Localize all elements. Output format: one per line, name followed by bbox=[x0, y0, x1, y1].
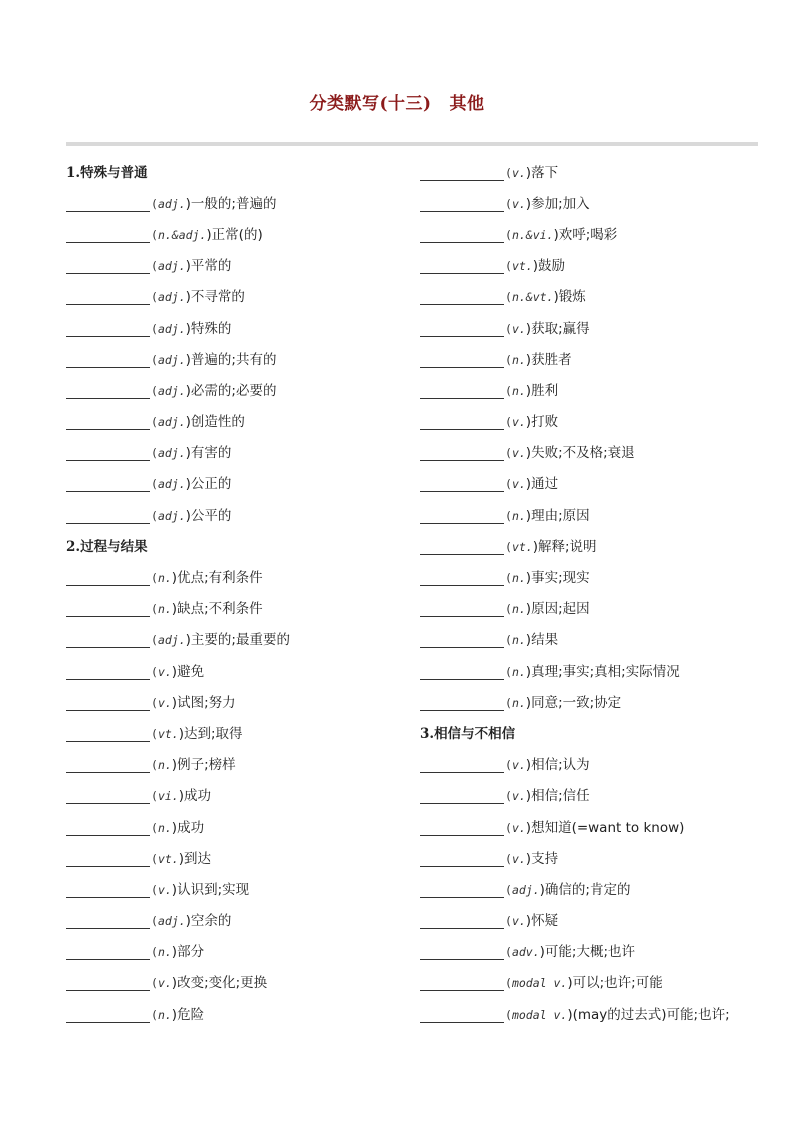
vocab-item bbox=[420, 344, 760, 375]
answer-blank[interactable] bbox=[420, 383, 504, 399]
vocab-item bbox=[420, 812, 760, 843]
part-of-speech: (v. bbox=[505, 851, 526, 866]
meaning-text: )优点;有利条件 bbox=[171, 570, 263, 587]
part-of-speech-label: n. bbox=[511, 383, 526, 398]
part-of-speech-label: v. bbox=[511, 165, 526, 180]
part-of-speech: (adj. bbox=[151, 914, 186, 929]
meaning-text: )成功 bbox=[178, 788, 211, 805]
answer-blank[interactable] bbox=[420, 664, 504, 680]
part-of-speech: (v. bbox=[505, 914, 526, 929]
section-heading-text: 1.特殊与普通 bbox=[66, 164, 148, 181]
answer-blank[interactable] bbox=[420, 1007, 504, 1023]
meaning-text: )可能;大概;也许 bbox=[539, 944, 636, 961]
part-of-speech: (v. bbox=[505, 196, 526, 211]
part-of-speech-label: n. bbox=[511, 664, 526, 679]
part-of-speech-label: adj. bbox=[157, 259, 186, 274]
answer-blank[interactable] bbox=[420, 414, 504, 430]
answer-blank[interactable] bbox=[66, 414, 150, 430]
answer-blank[interactable] bbox=[420, 944, 504, 960]
meaning-text: )落下 bbox=[525, 164, 559, 181]
meaning-text: )缺点;不利条件 bbox=[171, 601, 263, 618]
part-of-speech-label: vt. bbox=[157, 851, 179, 866]
vocab-item bbox=[420, 219, 760, 250]
vocab-item bbox=[420, 157, 760, 188]
part-of-speech: (v. bbox=[505, 758, 526, 773]
vocab-item bbox=[66, 562, 406, 593]
left-column bbox=[66, 157, 406, 1030]
part-of-speech-label: adj. bbox=[157, 633, 186, 648]
part-of-speech: (adv. bbox=[505, 945, 540, 960]
part-of-speech: (n. bbox=[505, 633, 526, 648]
vocab-item bbox=[66, 687, 406, 718]
answer-blank[interactable] bbox=[420, 913, 504, 929]
part-of-speech: (adj. bbox=[151, 477, 186, 492]
meaning-text: )同意;一致;协定 bbox=[525, 694, 622, 711]
answer-blank[interactable] bbox=[420, 476, 504, 492]
part-of-speech: (adj. bbox=[151, 321, 186, 336]
meaning-text: )通过 bbox=[525, 476, 559, 493]
part-of-speech: (adj. bbox=[151, 415, 186, 430]
answer-blank[interactable] bbox=[66, 851, 150, 867]
part-of-speech: (n. bbox=[505, 602, 526, 617]
part-of-speech-label: v. bbox=[511, 446, 526, 461]
vocab-item bbox=[66, 594, 406, 625]
meaning-text: )欢呼;喝彩 bbox=[553, 226, 618, 243]
part-of-speech-label: n. bbox=[157, 571, 172, 586]
meaning-text: )获取;赢得 bbox=[525, 320, 590, 337]
section-heading bbox=[66, 157, 406, 188]
answer-blank[interactable] bbox=[420, 695, 504, 711]
part-of-speech: (n. bbox=[505, 383, 526, 398]
meaning-text: )有害的 bbox=[185, 445, 232, 462]
part-of-speech: (n. bbox=[505, 571, 526, 586]
part-of-speech: (adj. bbox=[151, 446, 186, 461]
answer-blank[interactable] bbox=[66, 975, 150, 991]
meaning-text: )相信;信任 bbox=[525, 788, 590, 805]
part-of-speech-label: vt. bbox=[511, 259, 533, 274]
part-of-speech-label: v. bbox=[157, 664, 172, 679]
vocab-item bbox=[420, 438, 760, 469]
vocab-item bbox=[420, 750, 760, 781]
part-of-speech-label: vt. bbox=[157, 726, 179, 741]
part-of-speech: (adj. bbox=[151, 290, 186, 305]
vocab-item bbox=[420, 407, 760, 438]
part-of-speech-label: n. bbox=[511, 695, 526, 710]
answer-blank[interactable] bbox=[66, 695, 150, 711]
vocab-item bbox=[420, 843, 760, 874]
meaning-text: )正常(的) bbox=[206, 226, 263, 243]
vocab-item bbox=[420, 656, 760, 687]
answer-blank[interactable] bbox=[420, 289, 504, 305]
title-main: 分类默写(十三) bbox=[309, 94, 432, 114]
answer-blank[interactable] bbox=[66, 632, 150, 648]
answer-blank[interactable] bbox=[66, 352, 150, 368]
vocab-item bbox=[66, 500, 406, 531]
meaning-text: )想知道(=want to know) bbox=[525, 819, 685, 836]
vocab-item bbox=[66, 251, 406, 282]
part-of-speech: (v. bbox=[505, 477, 526, 492]
meaning-text: )认识到;实现 bbox=[171, 881, 250, 898]
part-of-speech: (adj. bbox=[151, 196, 186, 211]
vocab-item bbox=[66, 874, 406, 905]
vocab-item bbox=[420, 469, 760, 500]
part-of-speech: (n. bbox=[151, 820, 172, 835]
part-of-speech-label: v. bbox=[511, 415, 526, 430]
part-of-speech-label: v. bbox=[157, 976, 172, 991]
vocab-item bbox=[420, 562, 760, 593]
answer-blank[interactable] bbox=[66, 664, 150, 680]
vocab-item bbox=[66, 937, 406, 968]
section-heading-text: 2.过程与结果 bbox=[66, 538, 148, 555]
answer-blank[interactable] bbox=[66, 476, 150, 492]
answer-blank[interactable] bbox=[66, 321, 150, 337]
answer-blank[interactable] bbox=[420, 882, 504, 898]
answer-blank[interactable] bbox=[66, 570, 150, 586]
vocab-item bbox=[420, 188, 760, 219]
vocab-item bbox=[420, 687, 760, 718]
meaning-text: )必需的;必要的 bbox=[185, 382, 277, 399]
meaning-text: )结果 bbox=[525, 632, 559, 649]
part-of-speech: (v. bbox=[505, 446, 526, 461]
part-of-speech-label: v. bbox=[157, 695, 172, 710]
vocab-item bbox=[66, 344, 406, 375]
part-of-speech: (v. bbox=[151, 882, 172, 897]
part-of-speech: (adj. bbox=[151, 383, 186, 398]
part-of-speech-label: v. bbox=[511, 477, 526, 492]
meaning-text: )公正的 bbox=[185, 476, 232, 493]
part-of-speech-label: n. bbox=[157, 1007, 172, 1022]
vocab-item bbox=[420, 999, 760, 1030]
part-of-speech-label: adj. bbox=[157, 508, 186, 523]
meaning-text: )创造性的 bbox=[185, 414, 245, 431]
part-of-speech-label: vi. bbox=[157, 789, 179, 804]
answer-blank[interactable] bbox=[66, 913, 150, 929]
part-of-speech-label: n. bbox=[511, 352, 526, 367]
vocab-item bbox=[66, 407, 406, 438]
part-of-speech-label: v. bbox=[511, 851, 526, 866]
part-of-speech-label: v. bbox=[511, 789, 526, 804]
meaning-text: )获胜者 bbox=[525, 351, 572, 368]
answer-blank[interactable] bbox=[420, 820, 504, 836]
part-of-speech: (vt. bbox=[151, 726, 179, 741]
meaning-text: )支持 bbox=[525, 850, 559, 867]
vocab-item bbox=[66, 469, 406, 500]
meaning-text: )相信;认为 bbox=[525, 757, 590, 774]
part-of-speech-label: n.&vi. bbox=[511, 227, 554, 242]
answer-blank[interactable] bbox=[66, 757, 150, 773]
meaning-text: )确信的;肯定的 bbox=[539, 881, 631, 898]
part-of-speech: (v. bbox=[505, 321, 526, 336]
part-of-speech-label: adj. bbox=[157, 446, 186, 461]
part-of-speech: (adj. bbox=[151, 352, 186, 367]
answer-blank[interactable] bbox=[66, 445, 150, 461]
answer-blank[interactable] bbox=[420, 196, 504, 212]
meaning-text: )到达 bbox=[178, 850, 211, 867]
answer-blank[interactable] bbox=[66, 289, 150, 305]
part-of-speech-label: n. bbox=[157, 602, 172, 617]
vocab-item bbox=[66, 718, 406, 749]
page-title bbox=[0, 89, 794, 114]
answer-blank[interactable] bbox=[66, 508, 150, 524]
answer-blank[interactable] bbox=[66, 601, 150, 617]
answer-blank[interactable] bbox=[66, 383, 150, 399]
vocab-item bbox=[420, 594, 760, 625]
vocab-item bbox=[66, 812, 406, 843]
part-of-speech-label: adv. bbox=[511, 945, 540, 960]
meaning-text: )胜利 bbox=[525, 382, 559, 399]
answer-blank[interactable] bbox=[420, 258, 504, 274]
part-of-speech: (n. bbox=[151, 945, 172, 960]
part-of-speech: (v. bbox=[505, 789, 526, 804]
part-of-speech-label: v. bbox=[157, 882, 172, 897]
meaning-text: )(may的过去式)可能;也许; bbox=[567, 1006, 730, 1023]
vocab-item bbox=[420, 968, 760, 999]
meaning-text: )怀疑 bbox=[525, 913, 559, 930]
answer-blank[interactable] bbox=[420, 757, 504, 773]
vocab-item bbox=[420, 313, 760, 344]
part-of-speech: (v. bbox=[151, 976, 172, 991]
answer-blank[interactable] bbox=[66, 820, 150, 836]
part-of-speech: (n. bbox=[505, 508, 526, 523]
vocab-item bbox=[420, 781, 760, 812]
part-of-speech-label: n. bbox=[157, 758, 172, 773]
answer-blank[interactable] bbox=[420, 851, 504, 867]
meaning-text: )打败 bbox=[525, 414, 559, 431]
vocab-item bbox=[420, 500, 760, 531]
answer-blank[interactable] bbox=[420, 570, 504, 586]
part-of-speech-label: v. bbox=[511, 914, 526, 929]
part-of-speech-label: n. bbox=[511, 602, 526, 617]
meaning-text: )原因;起因 bbox=[525, 601, 590, 618]
vocab-item bbox=[66, 625, 406, 656]
meaning-text: )普遍的;共有的 bbox=[185, 351, 277, 368]
meaning-text: )部分 bbox=[171, 944, 205, 961]
vocab-item bbox=[66, 438, 406, 469]
part-of-speech: (n. bbox=[151, 602, 172, 617]
vocab-item bbox=[66, 906, 406, 937]
header-divider bbox=[66, 142, 758, 146]
vocab-item bbox=[66, 188, 406, 219]
part-of-speech-label: modal v. bbox=[511, 976, 568, 991]
part-of-speech: (adj. bbox=[151, 259, 186, 274]
part-of-speech-label: adj. bbox=[157, 383, 186, 398]
vocab-item bbox=[66, 219, 406, 250]
vocab-item bbox=[420, 874, 760, 905]
meaning-text: )成功 bbox=[171, 819, 205, 836]
part-of-speech: (n.&vi. bbox=[505, 227, 554, 242]
part-of-speech-label: n. bbox=[511, 633, 526, 648]
vocab-item bbox=[420, 531, 760, 562]
part-of-speech: (n. bbox=[151, 571, 172, 586]
vocab-item bbox=[66, 313, 406, 344]
part-of-speech-label: v. bbox=[511, 758, 526, 773]
meaning-text: )可以;也许;可能 bbox=[567, 975, 663, 992]
vocab-item bbox=[66, 750, 406, 781]
meaning-text: )改变;变化;更换 bbox=[171, 975, 268, 992]
part-of-speech: (vt. bbox=[505, 259, 533, 274]
part-of-speech: (n. bbox=[505, 664, 526, 679]
meaning-text: )公平的 bbox=[185, 507, 232, 524]
part-of-speech-label: adj. bbox=[157, 290, 186, 305]
part-of-speech-label: adj. bbox=[157, 321, 186, 336]
vocab-item bbox=[420, 251, 760, 282]
meaning-text: )解释;说明 bbox=[532, 538, 597, 555]
meaning-text: )达到;取得 bbox=[178, 725, 243, 742]
part-of-speech-label: n. bbox=[157, 945, 172, 960]
part-of-speech-label: adj. bbox=[157, 196, 186, 211]
part-of-speech: (adj. bbox=[151, 633, 186, 648]
part-of-speech: (vi. bbox=[151, 789, 179, 804]
meaning-text: )试图;努力 bbox=[171, 694, 236, 711]
part-of-speech: (n. bbox=[505, 695, 526, 710]
answer-blank[interactable] bbox=[66, 882, 150, 898]
part-of-speech-label: n. bbox=[157, 820, 172, 835]
answer-blank[interactable] bbox=[420, 321, 504, 337]
part-of-speech-label: modal v. bbox=[511, 1007, 568, 1022]
part-of-speech-label: v. bbox=[511, 321, 526, 336]
part-of-speech-label: n. bbox=[511, 571, 526, 586]
answer-blank[interactable] bbox=[420, 601, 504, 617]
meaning-text: )特殊的 bbox=[185, 320, 232, 337]
part-of-speech: (v. bbox=[505, 820, 526, 835]
answer-blank[interactable] bbox=[66, 258, 150, 274]
part-of-speech: (vt. bbox=[151, 851, 179, 866]
part-of-speech: (modal v. bbox=[505, 1007, 568, 1022]
part-of-speech-label: v. bbox=[511, 196, 526, 211]
part-of-speech-label: v. bbox=[511, 820, 526, 835]
part-of-speech-label: n.&vt. bbox=[511, 290, 554, 305]
vocab-item bbox=[66, 999, 406, 1030]
answer-blank[interactable] bbox=[66, 1007, 150, 1023]
answer-blank[interactable] bbox=[420, 227, 504, 243]
part-of-speech-label: adj. bbox=[511, 882, 540, 897]
section-heading bbox=[66, 531, 406, 562]
vocab-item bbox=[66, 282, 406, 313]
meaning-text: )一般的;普遍的 bbox=[185, 195, 277, 212]
part-of-speech: (v. bbox=[151, 664, 172, 679]
section-heading-text: 3.相信与不相信 bbox=[420, 725, 516, 742]
meaning-text: )失败;不及格;衰退 bbox=[525, 445, 635, 462]
meaning-text: )避免 bbox=[171, 663, 205, 680]
meaning-text: )平常的 bbox=[185, 258, 232, 275]
meaning-text: )鼓励 bbox=[532, 258, 565, 275]
vocab-item bbox=[66, 968, 406, 999]
part-of-speech: (adj. bbox=[151, 508, 186, 523]
section-heading bbox=[420, 718, 760, 749]
answer-blank[interactable] bbox=[66, 788, 150, 804]
part-of-speech-label: vt. bbox=[511, 539, 533, 554]
part-of-speech: (v. bbox=[151, 695, 172, 710]
part-of-speech-label: n.&adj. bbox=[157, 227, 207, 242]
answer-blank[interactable] bbox=[420, 539, 504, 555]
meaning-text: )参加;加入 bbox=[525, 195, 590, 212]
right-column bbox=[420, 157, 760, 1030]
part-of-speech: (n. bbox=[151, 1007, 172, 1022]
part-of-speech: (n. bbox=[151, 758, 172, 773]
vocab-item bbox=[66, 781, 406, 812]
answer-blank[interactable] bbox=[66, 944, 150, 960]
meaning-text: )例子;榜样 bbox=[171, 757, 236, 774]
answer-blank[interactable] bbox=[66, 227, 150, 243]
meaning-text: )危险 bbox=[171, 1006, 205, 1023]
part-of-speech: (n. bbox=[505, 352, 526, 367]
part-of-speech-label: adj. bbox=[157, 914, 186, 929]
answer-blank[interactable] bbox=[420, 352, 504, 368]
part-of-speech-label: adj. bbox=[157, 477, 186, 492]
part-of-speech: (v. bbox=[505, 165, 526, 180]
answer-blank[interactable] bbox=[420, 788, 504, 804]
vocab-item bbox=[66, 843, 406, 874]
vocab-item bbox=[420, 625, 760, 656]
answer-blank[interactable] bbox=[420, 632, 504, 648]
answer-blank[interactable] bbox=[420, 975, 504, 991]
vocab-item bbox=[420, 282, 760, 313]
vocab-item bbox=[420, 937, 760, 968]
title-sub: 其他 bbox=[449, 94, 485, 114]
answer-blank[interactable] bbox=[420, 445, 504, 461]
meaning-text: )不寻常的 bbox=[185, 289, 245, 306]
part-of-speech: (modal v. bbox=[505, 976, 568, 991]
vocab-item bbox=[420, 906, 760, 937]
meaning-text: )锻炼 bbox=[553, 289, 586, 306]
answer-blank[interactable] bbox=[420, 165, 504, 181]
meaning-text: )理由;原因 bbox=[525, 507, 590, 524]
answer-blank[interactable] bbox=[66, 726, 150, 742]
answer-blank[interactable] bbox=[66, 196, 150, 212]
meaning-text: )主要的;最重要的 bbox=[185, 632, 290, 649]
meaning-text: )真理;事实;真相;实际情况 bbox=[525, 663, 680, 680]
vocab-item bbox=[66, 375, 406, 406]
answer-blank[interactable] bbox=[420, 508, 504, 524]
part-of-speech-label: n. bbox=[511, 508, 526, 523]
part-of-speech: (adj. bbox=[505, 882, 540, 897]
part-of-speech-label: adj. bbox=[157, 352, 186, 367]
part-of-speech: (vt. bbox=[505, 539, 533, 554]
vocab-item bbox=[66, 656, 406, 687]
part-of-speech: (v. bbox=[505, 415, 526, 430]
part-of-speech: (n.&vt. bbox=[505, 290, 554, 305]
meaning-text: )空余的 bbox=[185, 913, 232, 930]
meaning-text: )事实;现实 bbox=[525, 570, 590, 587]
vocab-item bbox=[420, 375, 760, 406]
part-of-speech: (n.&adj. bbox=[151, 227, 207, 242]
part-of-speech-label: adj. bbox=[157, 415, 186, 430]
